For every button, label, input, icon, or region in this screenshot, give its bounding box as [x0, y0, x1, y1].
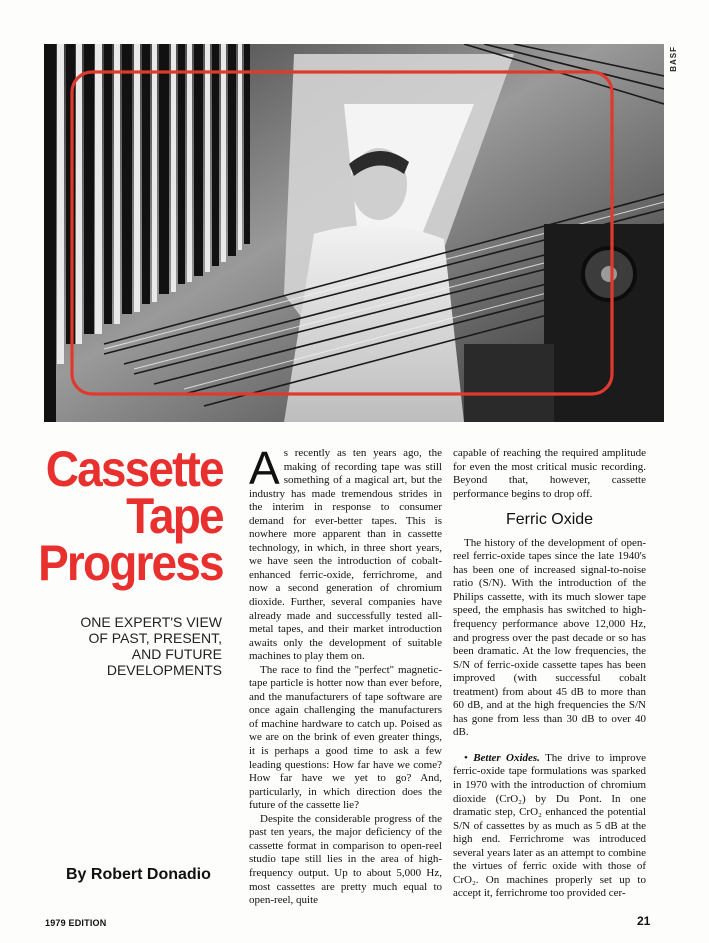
drop-cap: A [249, 442, 280, 494]
article-column-2 [249, 442, 442, 908]
subtitle-line: OF PAST, PRESENT, [88, 630, 222, 646]
photo-illustration [44, 44, 664, 422]
paragraph-text: The drive to improve ferric-oxide tape formulations was sparked in 1970 with the introduction of chromium dioxide (CrO₂) by Du Pont. In one dramatic step, CrO₂ enhanced the potential S/N of cassettes by as much as 5 dB at the high end. Ferrichrome was introduced several years later as an attempt to combine the virtues of ferric oxide with those of CrO₂. On machines properly set up to accept it, ferrichrome too provided cer- [453, 751, 646, 900]
paragraph: capable of reaching the required amplitude for even the most critical music recording. Beyond that, however, cassette performance begins to drop off. [453, 447, 646, 500]
paragraph: • Better Oxides. The drive to improve ferric-oxide tape formulations was sparked in 1970 with the introduction of chromium dioxide (CrO₂) by Du Pont. In one dramatic step, CrO₂ enhanced the potential S/N of cassettes by as much as 5 dB at the high end. Ferrichrome was introduced several years later as an attempt to combine the virtues of ferric oxide with those of CrO₂. On machines properly set up to accept it, ferrichrome too provided cer- [453, 751, 646, 900]
title-line: Tape [126, 488, 223, 544]
subtitle-line: ONE EXPERT'S VIEW [80, 614, 222, 630]
paragraph: Despite the considerable progress of the past ten years, the major deficiency of the cassette format in comparison to open-reel studio tape still lies in the area of high-frequency output. Up to about 5,000 Hz, most cassettes are pretty much equal to open-reel, quite [249, 812, 442, 907]
article-column-3 [453, 447, 646, 901]
edition-label: 1979 EDITION [45, 918, 107, 928]
subtitle-line: AND FUTURE [131, 646, 222, 662]
subtitle-line: DEVELOPMENTS [106, 662, 222, 678]
paragraph-text: s recently as ten years ago, the making of recording tape was still something of a magical art, but the industry has made tremendous strides in the interim in response to consumer demand for ever-better tapes. This is nowhere more apparent than in cassette technology, in which, in three short years, we have seen the introduction of cobalt-enhanced ferric-oxide, ferrichrome, and now a second generation of chromium dioxide. Further, several companies have already made and successfully tested all-metal tapes, and their market introduction awaits only the development of suitable machines to play them on. [249, 447, 442, 663]
article-subtitle [60, 614, 222, 678]
section-heading: Ferric Oxide [505, 511, 594, 529]
byline: By Robert Donadio [66, 866, 211, 883]
photo-credit: BASF [669, 46, 678, 72]
paragraph [249, 442, 442, 664]
paragraph: The race to find the "perfect" magnetic-tape particle is hotter now than ever before, and the manufacturers of tape software are once again challenging the manufacturers of machine hardware to catch up. Poised as we are on the brink of even greater things, it is perhaps a good time to ask a few leading questions: How far have we come? How far have we yet to go? And, particularly, in which direction does the future of the cassette lie? [249, 663, 442, 812]
page-number: 21 [637, 914, 651, 928]
title-line: Progress [38, 535, 223, 591]
bullet-lead: Better Oxides. [473, 751, 540, 764]
header-photo [44, 44, 664, 422]
title-line: Cassette [45, 441, 223, 497]
paragraph: The history of the development of open-reel ferric-oxide tapes since the late 1940's has been one of increased signal-to-noise ratio (S/N). With the introduction of the Philips cassette, with its much slower tape speed, the emphasis has switched to high-frequency performance above 12,000 Hz, and progress over the past decade or so has been dramatic. At the low frequencies, the S/N of ferric-oxide cassette tapes has been improved (with successful cobalt treatment) from about 45 dB to more than 60 dB, and at the high frequencies the S/N has gone from less than 30 dB to over 40 dB. [453, 536, 646, 739]
article-title [38, 441, 223, 591]
